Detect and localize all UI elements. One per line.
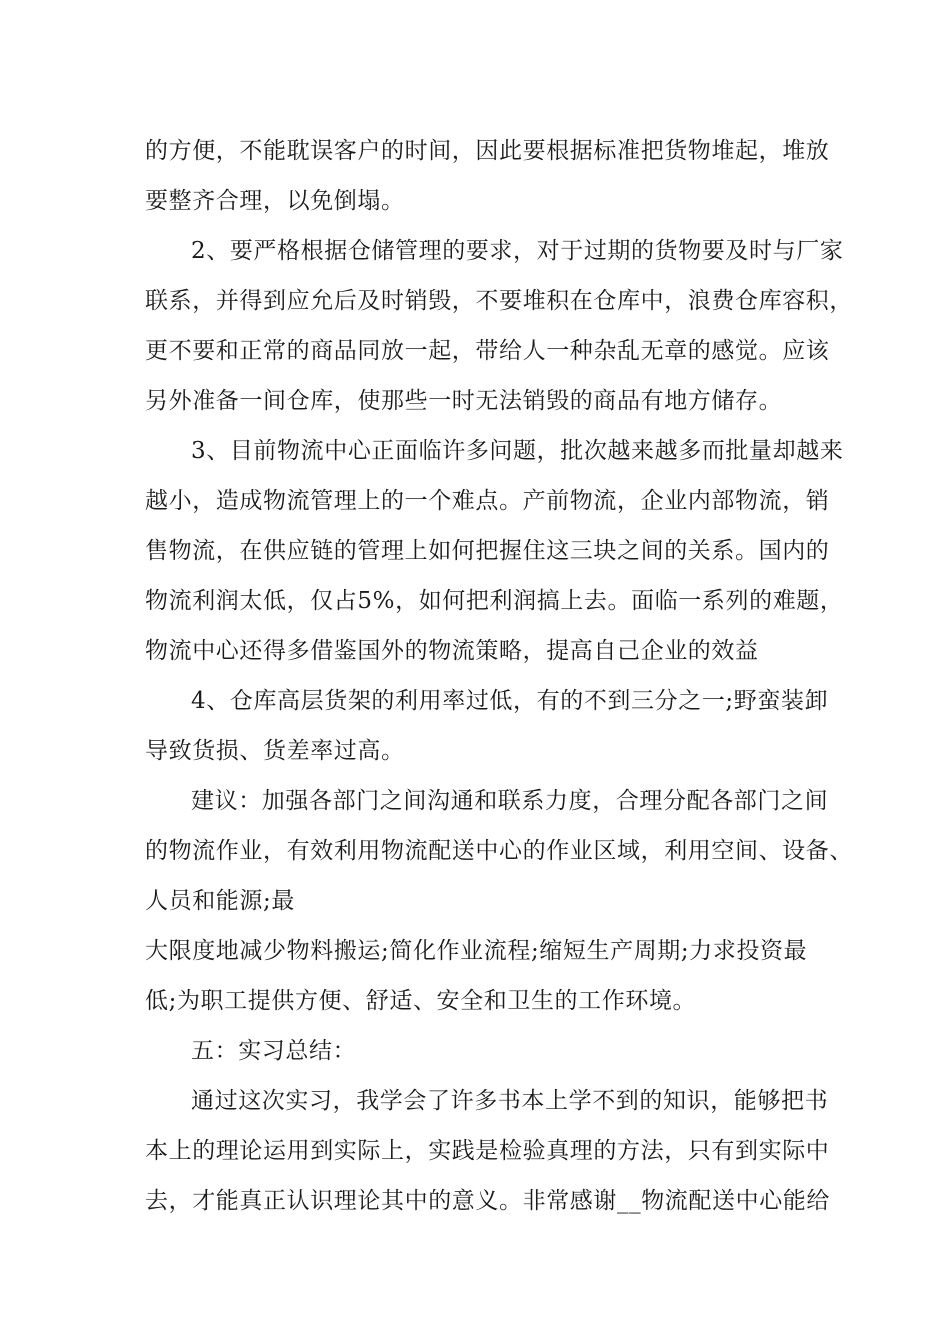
paragraph-start-line: 2、要严格根据仓储管理的要求，对于过期的货物要及时与厂家 — [191, 238, 844, 264]
text-line: 另外准备一间仓库，使那些一时无法销毁的商品有地方储存。 — [145, 388, 783, 414]
text-line: 去，才能真正认识理论其中的意义。非常感谢__物流配送中心能给 — [145, 1188, 830, 1214]
paragraph-start-line: 通过这次实习，我学会了许多书本上学不到的知识，能够把书 — [191, 1088, 829, 1114]
text-line: 越小，造成物流管理上的一个难点。产前物流，企业内部物流，销 — [145, 488, 830, 514]
text-line: 人员和能源;最 — [145, 888, 295, 914]
text-line: 物流利润太低，仅占5%，如何把利润搞上去。面临一系列的难题， — [145, 588, 844, 614]
text-line: 低;为职工提供方便、舒适、安全和卫生的工作环境。 — [145, 988, 697, 1014]
text-line: 的物流作业，有效利用物流配送中心的作业区域，利用空间、设备、 — [145, 838, 853, 864]
text-line: 更不要和正常的商品同放一起，带给人一种杂乱无章的感觉。应该 — [145, 338, 830, 364]
text-line: 导致货损、货差率过高。 — [145, 738, 405, 764]
paragraph-start-line: 3、目前物流中心正面临许多问题，批次越来越多而批量却越来 — [191, 438, 844, 464]
text-line: 大限度地减少物料搬运;简化作业流程;缩短生产周期;力求投资最 — [145, 938, 808, 964]
paragraph-start-line: 建议：加强各部门之间沟通和联系力度，合理分配各部门之间 — [191, 788, 829, 814]
text-line: 物流中心还得多借鉴国外的物流策略，提高自己企业的效益 — [145, 638, 759, 664]
text-line: 要整齐合理，以免倒塌。 — [145, 188, 405, 214]
text-line: 本上的理论运用到实际上，实践是检验真理的方法，只有到实际中 — [145, 1138, 830, 1164]
text-line: 联系，并得到应允后及时销毁，不要堆积在仓库中，浪费仓库容积， — [145, 288, 853, 314]
text-line: 售物流，在供应链的管理上如何把握住这三块之间的关系。国内的 — [145, 538, 830, 564]
section-heading: 五：实习总结： — [191, 1038, 357, 1064]
text-line: 的方便，不能耽误客户的时间，因此要根据标准把货物堆起，堆放 — [145, 138, 830, 164]
paragraph-start-line: 4、仓库高层货架的利用率过低，有的不到三分之一;野蛮装卸 — [191, 688, 829, 714]
